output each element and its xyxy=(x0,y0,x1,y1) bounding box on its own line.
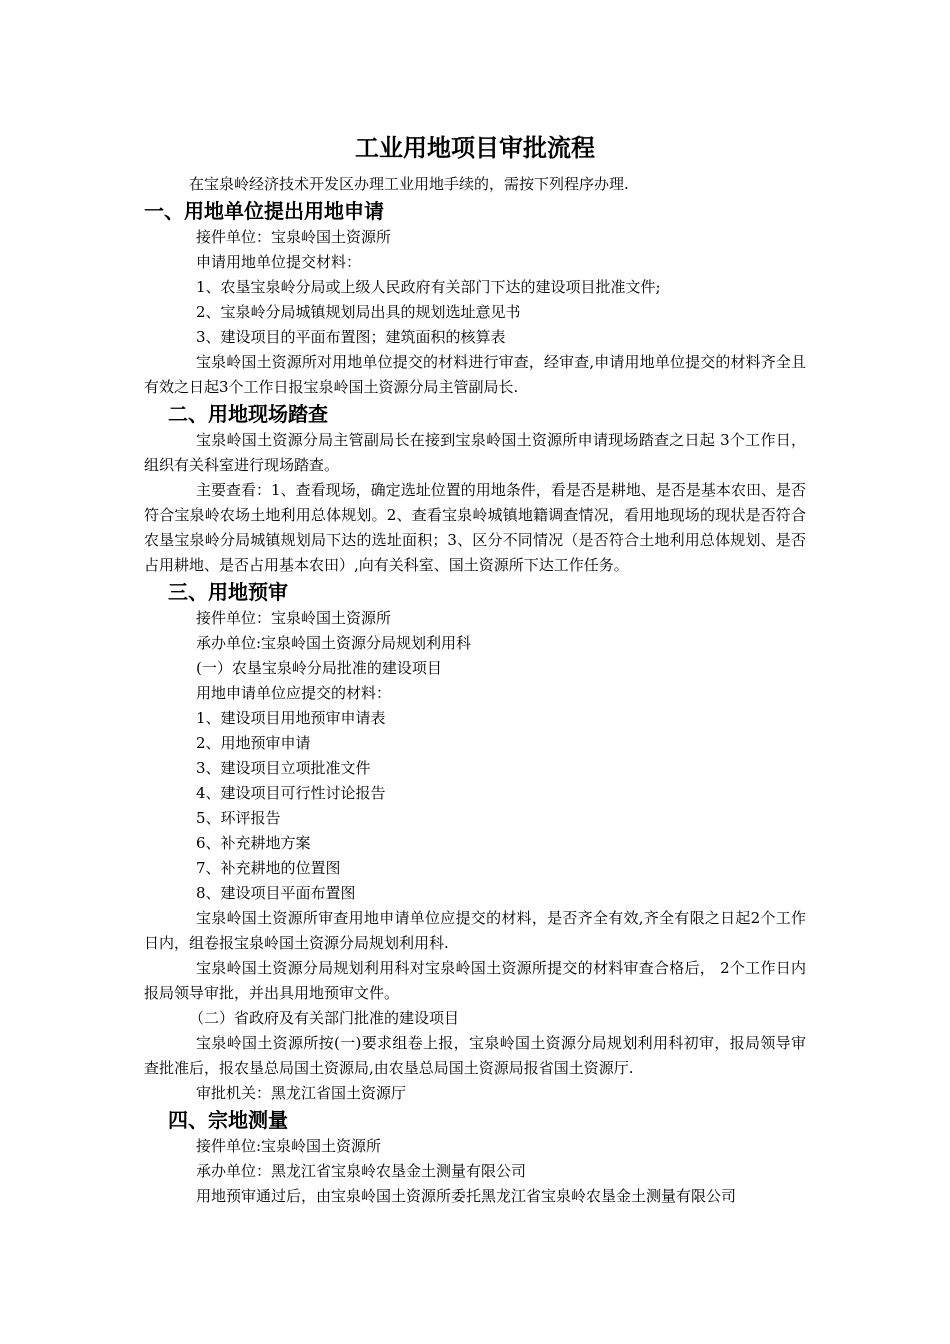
section3-line: (一）农垦宝泉岭分局批准的建设项目 xyxy=(196,659,442,677)
section3-line: 8、建设项目平面布置图 xyxy=(196,884,356,902)
section2-paragraph: 主要查看：1、查看现场，确定选址位置的用地条件，看是否是耕地、是否是基本农田、是否符合宝泉岭农场土地利用总体规划。2、查看宝泉岭城镇地籍调查情况，看用地现场的现状是否符合农垦宝泉岭分局城镇规划局下达的选址面积；3、区分不同情况（是否符合土地利用总体规划、是否占用耕地、是否占用基本农田）,向有关科室、国土资源所下达工作任务。 xyxy=(144,481,806,574)
section3-line: 4、建设项目可行性讨论报告 xyxy=(196,784,386,802)
section3-line: 承办单位:宝泉岭国土资源分局规划利用科 xyxy=(196,634,472,652)
intro-paragraph: 在宝泉岭经济技术开发区办理工业用地手续的，需按下列程序办理. xyxy=(189,175,629,193)
section3-line: 7、补充耕地的位置图 xyxy=(196,859,341,877)
section3-paragraph: 宝泉岭国土资源分局规划利用科对宝泉岭国土资源所提交的材料审查合格后， 2个工作日内报局领导审批，并出具用地预审文件。 xyxy=(144,959,806,1002)
section3-line: 1、建设项目用地预审申请表 xyxy=(196,709,386,727)
section3-line: 3、建设项目立项批准文件 xyxy=(196,759,371,777)
section3-line: 6、补充耕地方案 xyxy=(196,834,311,852)
section4-line: 接件单位:宝泉岭国土资源所 xyxy=(196,1137,382,1155)
section1-paragraph: 宝泉岭国土资源所对用地单位提交的材料进行审查，经审查,申请用地单位提交的材料齐全且有效之日起3个工作日报宝泉岭国土资源分局主管副局长. xyxy=(144,353,806,396)
section1-line: 2、宝泉岭分局城镇规划局出具的规划选址意见书 xyxy=(196,303,521,321)
section3-paragraph: 宝泉岭国土资源所按(一)要求组卷上报，宝泉岭国土资源分局规划利用科初审，报局领导审查批准后，报农垦总局国土资源局,由农垦总局国土资源局报省国土资源厅. xyxy=(144,1034,806,1077)
section3-subheading: （二）省政府及有关部门批准的建设项目 xyxy=(189,1009,460,1027)
section1-line: 申请用地单位提交材料： xyxy=(196,253,362,271)
section3-line: 5、环评报告 xyxy=(196,809,281,827)
section3-heading: 三、用地预审 xyxy=(168,580,288,604)
section2-paragraph: 宝泉岭国土资源分局主管副局长在接到宝泉岭国土资源所申请现场踏查之日起 3个工作日，组织有关科室进行现场踏查。 xyxy=(144,431,806,474)
document-title: 工业用地项目审批流程 xyxy=(355,134,595,162)
section1-line: 接件单位：宝泉岭国土资源所 xyxy=(196,228,392,246)
section4-line: 承办单位：黑龙江省宝泉岭农垦金土测量有限公司 xyxy=(196,1162,527,1180)
section3-line: 用地申请单位应提交的材料： xyxy=(196,684,392,702)
section4-heading: 四、宗地测量 xyxy=(168,1108,288,1132)
section1-heading: 一、用地单位提出用地申请 xyxy=(144,199,384,223)
section3-approval: 审批机关：黑龙江省国土资源厅 xyxy=(196,1084,407,1102)
section3-line: 2、用地预审申请 xyxy=(196,734,311,752)
section3-paragraph: 宝泉岭国土资源所审查用地申请单位应提交的材料，是否齐全有效,齐全有限之日起2个工作日内，组卷报宝泉岭国土资源分局规划利用科. xyxy=(144,909,806,952)
section1-line: 1、农垦宝泉岭分局或上级人民政府有关部门下达的建设项目批准文件; xyxy=(196,278,661,296)
section1-line: 3、建设项目的平面布置图；建筑面积的核算表 xyxy=(196,328,506,346)
section4-line: 用地预审通过后，由宝泉岭国土资源所委托黑龙江省宝泉岭农垦金土测量有限公司 xyxy=(196,1187,737,1205)
section3-line: 接件单位：宝泉岭国土资源所 xyxy=(196,609,392,627)
section2-heading: 二、用地现场踏查 xyxy=(168,402,328,426)
